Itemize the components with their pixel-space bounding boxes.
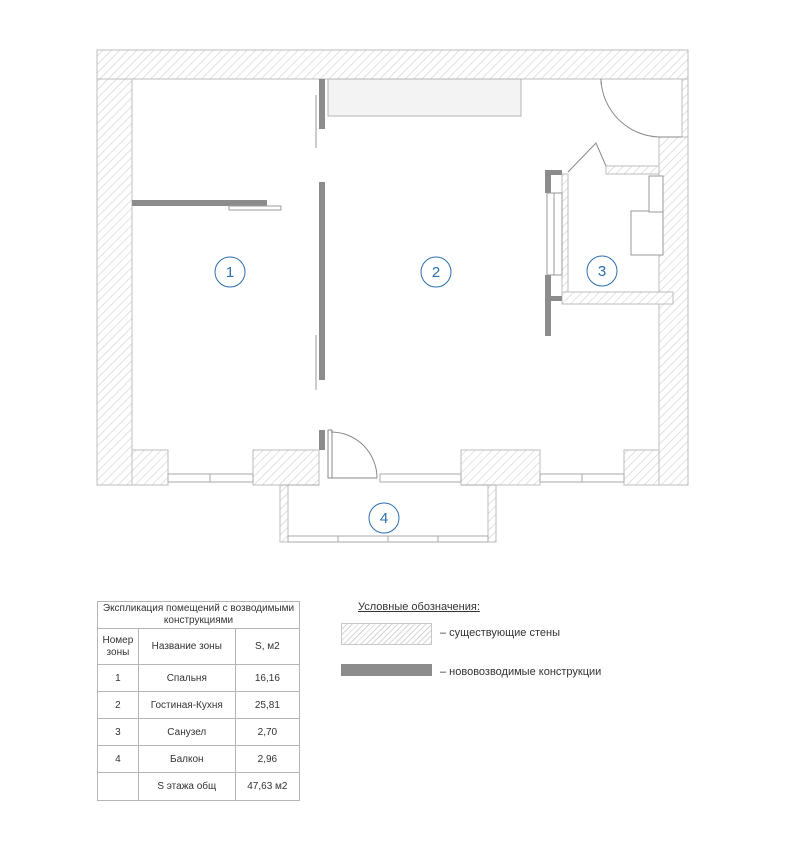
row-area: 2,70 — [235, 719, 299, 746]
row-name: Санузел — [138, 719, 235, 746]
table-row — [98, 692, 300, 719]
zone-number-4: 4 — [379, 510, 389, 527]
new-partition-bottom — [319, 430, 325, 450]
balcony-wall-left — [280, 485, 288, 542]
row-name: Спальня — [138, 665, 235, 692]
header-number: Номер зоны — [98, 629, 139, 665]
total-value: 47,63 м2 — [235, 773, 299, 801]
legend-title: Условные обозначения: — [358, 601, 480, 613]
legend-swatch-new-constructions — [341, 664, 432, 676]
bath-wall-bottom — [562, 292, 673, 304]
balcony-wall-right — [488, 485, 496, 542]
legend-label-existing-walls: – существующие стены — [440, 627, 560, 639]
table-total-row — [98, 773, 300, 801]
table-row — [98, 665, 300, 692]
explication-table — [97, 601, 300, 801]
wall-bottom-left — [132, 450, 168, 485]
wall-top — [97, 50, 688, 79]
table-row — [98, 746, 300, 773]
kitchen-counter — [328, 79, 521, 116]
bath-wall-top — [606, 166, 659, 174]
table-caption: Экспликация помещений с возводимыми конструкциями — [98, 602, 300, 629]
header-area: S, м2 — [235, 629, 299, 665]
zone-marker-1 — [215, 257, 245, 287]
new-constructions — [132, 79, 562, 450]
new-wall-bath-3 — [545, 170, 562, 175]
row-number: 2 — [98, 692, 139, 719]
wall-bottom-mid2 — [461, 450, 540, 485]
row-name: Гостиная-Кухня — [138, 692, 235, 719]
zone-marker-3 — [587, 256, 617, 286]
window-balcony-door — [380, 474, 461, 482]
table-row — [98, 719, 300, 746]
zone-marker-4 — [369, 503, 399, 533]
washer — [631, 211, 663, 255]
wall-left — [97, 79, 132, 485]
total-label: S этажа общ — [138, 773, 235, 801]
row-number: 1 — [98, 665, 139, 692]
new-wall-bedroom — [132, 200, 267, 206]
zone-number-3: 3 — [597, 263, 607, 280]
existing-walls — [97, 50, 688, 542]
wall-right-top — [682, 79, 688, 137]
doors — [328, 79, 682, 478]
zone-marker-2 — [421, 257, 451, 287]
legend-label-new-constructions: – нововозводимые конструкции — [440, 666, 602, 678]
zone-number-1: 1 — [225, 264, 235, 281]
row-area: 2,96 — [235, 746, 299, 773]
row-area: 16,16 — [235, 665, 299, 692]
row-number: 4 — [98, 746, 139, 773]
new-wall-bath-4 — [545, 296, 562, 301]
header-name: Название зоны — [138, 629, 235, 665]
new-partition-top — [319, 79, 325, 129]
row-number: 3 — [98, 719, 139, 746]
new-wall-bath-2 — [545, 275, 551, 336]
row-area: 25,81 — [235, 692, 299, 719]
wall-bottom-right — [624, 450, 659, 485]
bathroom-fixtures — [631, 176, 663, 255]
row-name: Балкон — [138, 746, 235, 773]
legend-swatch-existing-walls — [341, 623, 432, 645]
bath-wall-left — [562, 174, 568, 292]
total-empty — [98, 773, 139, 801]
sink — [649, 176, 663, 212]
windows — [168, 474, 624, 542]
zone-number-2: 2 — [431, 264, 441, 281]
wall-bottom-mid1 — [253, 450, 319, 485]
new-partition-long — [319, 182, 325, 380]
thin-lines — [229, 95, 562, 390]
